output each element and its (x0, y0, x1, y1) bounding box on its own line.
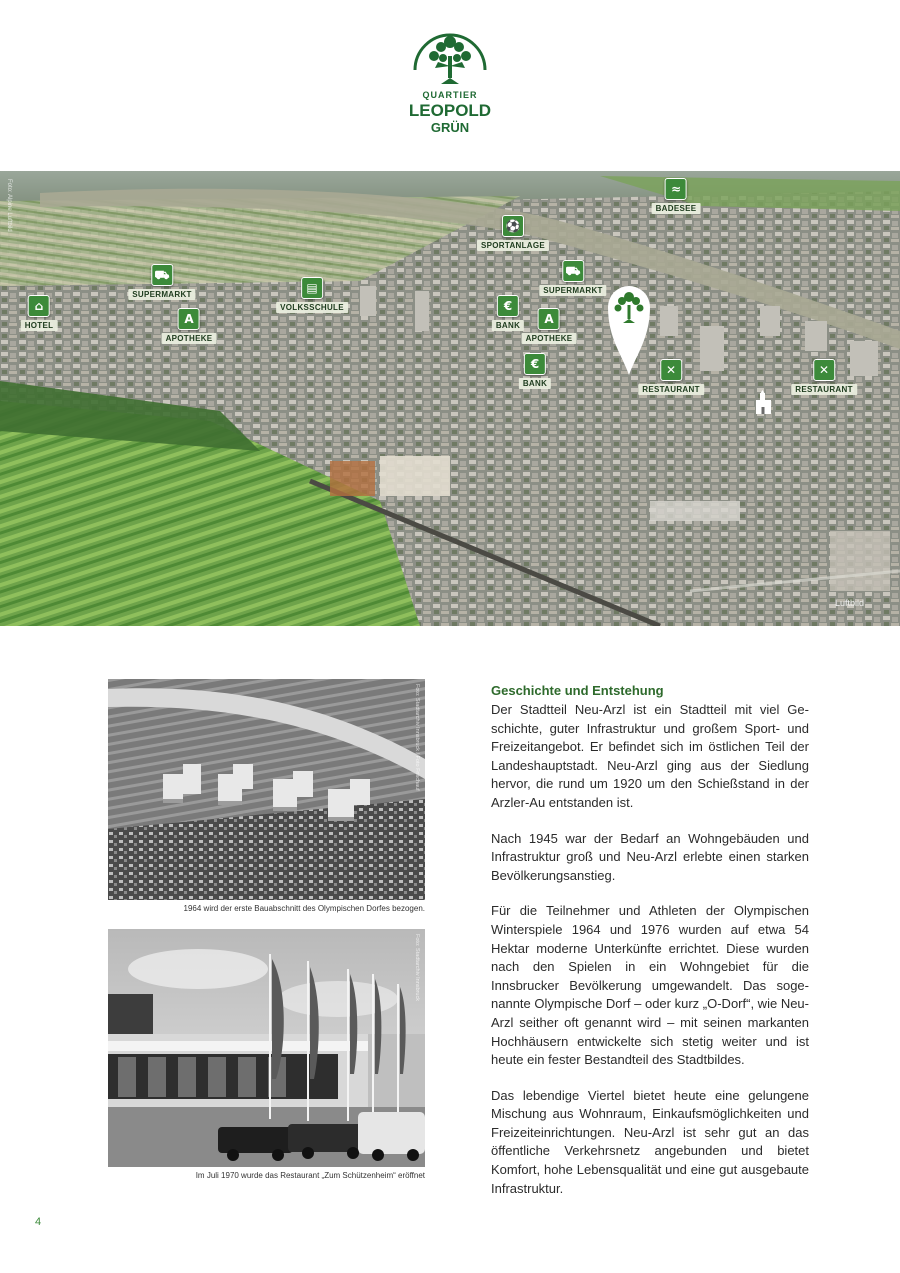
map-marker-label: APOTHEKE (522, 333, 577, 344)
logo-line-1: QUARTIER (422, 90, 478, 100)
pharmacy-icon: A (538, 308, 560, 330)
article-paragraph-2: Nach 1945 war der Bedarf an Wohngebäuden und Infrastruktur groß und Neu-Arzl erlebte einen starken Bevölkerungsanstieg. (491, 830, 809, 883)
historic-photo-restaurant (108, 929, 425, 1167)
brand-logo (405, 26, 495, 136)
cutlery-icon: ✕ (813, 359, 835, 381)
map-marker-label: VOLKSSCHULE (276, 302, 348, 313)
page-number: 4 (35, 1216, 42, 1228)
photo-credit-1: Foto: Stadtarchiv Innsbruck / Foto Frischauf (414, 684, 420, 791)
map-marker-supermarkt-east (539, 260, 606, 296)
article-paragraph-3: Für die Teilnehmer und Athleten der Olympischen Winterspiele 1964 und 1976 wurden auf etwa 54 Hektar moderne Unterkünfte errichtet. Diese wurden nach den Spielen in ein Wohngebiet für die Innsbrucker Bevölkerung umgewandelt. Das sogenannte Olympische Dorf – oder kurz „O-Dorf“, wie Neu-Arzl seither oft genannt wird – mit seinen markanten Hochhäusern entwickelte sich stetig weiter und ist heute ein fester Bestandteil des Stadtbildes. (491, 903, 809, 1068)
map-marker-label: SUPERMARKT (128, 289, 195, 300)
book-icon: ▤ (301, 277, 323, 299)
article (491, 682, 809, 1215)
euro-icon: € (524, 353, 546, 375)
hotel-icon: ⌂ (28, 295, 50, 317)
map-marker-label: HOTEL (21, 320, 58, 331)
article-paragraph-1: Der Stadtteil Neu-Arzl ist ein Stadtteil mit viel Geschichte, guter Infrastruktur und großem Sport- und Freizeitangebot. Er befindet sich im östlichen Teil der Landeshauptstadt. Neu-Arzl ging aus der Siedlung hervor, die rund um 1920 um den Schießstand in der Arzler-Au entstanden ist. (491, 702, 809, 810)
map-marker-supermarkt-west (128, 264, 195, 300)
map-marker-bank-north (492, 295, 524, 331)
project-location-pin (606, 283, 652, 375)
swim-icon: ≈ (665, 178, 687, 200)
article-heading: Geschichte und Entstehung (491, 683, 664, 698)
cart-icon: ⛟ (151, 264, 173, 286)
map-marker-label: SPORTANLAGE (477, 240, 549, 251)
aerial-photo (0, 171, 900, 626)
euro-icon: € (497, 295, 519, 317)
church-icon (752, 390, 774, 416)
map-marker-bank-south (519, 353, 551, 389)
map-marker-apotheke-east (522, 308, 577, 344)
map-marker-sportanlage (477, 215, 549, 251)
map-marker-restaurant-east (791, 359, 857, 395)
cutlery-icon: ✕ (660, 359, 682, 381)
map-marker-hotel (21, 295, 58, 331)
map-marker-label: RESTAURANT (638, 384, 704, 395)
article-paragraph-4: Das lebendige Viertel bietet heute eine gelungene Mischung aus Wohnraum, Einkaufsmöglichkeiten und Freizeiteinrichtungen. Neu-Arzl ist sehr gut an das öffentliche Verkehrsnetz angebunden und bietet Komfort, hohe Lebensqualität und eine gut ausgebaute Infrastruktur. (491, 1087, 809, 1196)
cart-icon: ⛟ (562, 260, 584, 282)
historic-photo-olympic-village (108, 679, 425, 900)
sport-icon: ⚽ (502, 215, 524, 237)
map-marker-label: RESTAURANT (791, 384, 857, 395)
map-marker-label: BADESEE (652, 203, 701, 214)
map-marker-label: APOTHEKE (162, 333, 217, 344)
map-marker-label: SUPERMARKT (539, 285, 606, 296)
logo-line-2: LEOPOLD (408, 101, 492, 120)
photo-credit-2: Foto: Stadtarchiv Innsbruck (414, 934, 420, 1001)
photo-caption-2: Im Juli 1970 wurde das Restaurant „Zum Schützenheim“ eröffnet (195, 1171, 425, 1180)
logo-line-3: GRÜN (430, 120, 470, 135)
map-marker-apotheke-west (162, 308, 217, 344)
map-marker-label: BANK (492, 320, 524, 331)
pharmacy-icon: A (178, 308, 200, 330)
map-marker-badesee (652, 178, 701, 214)
luftbild-label: Luftbild (834, 598, 864, 608)
map-marker-label: BANK (519, 378, 551, 389)
photo-caption-1: 1964 wird der erste Bauabschnitt des Olympischen Dorfes bezogen. (183, 904, 425, 913)
map-marker-volksschule (276, 277, 348, 313)
aerial-photo-credit: Foto: Alpine Luftbild (6, 179, 12, 232)
